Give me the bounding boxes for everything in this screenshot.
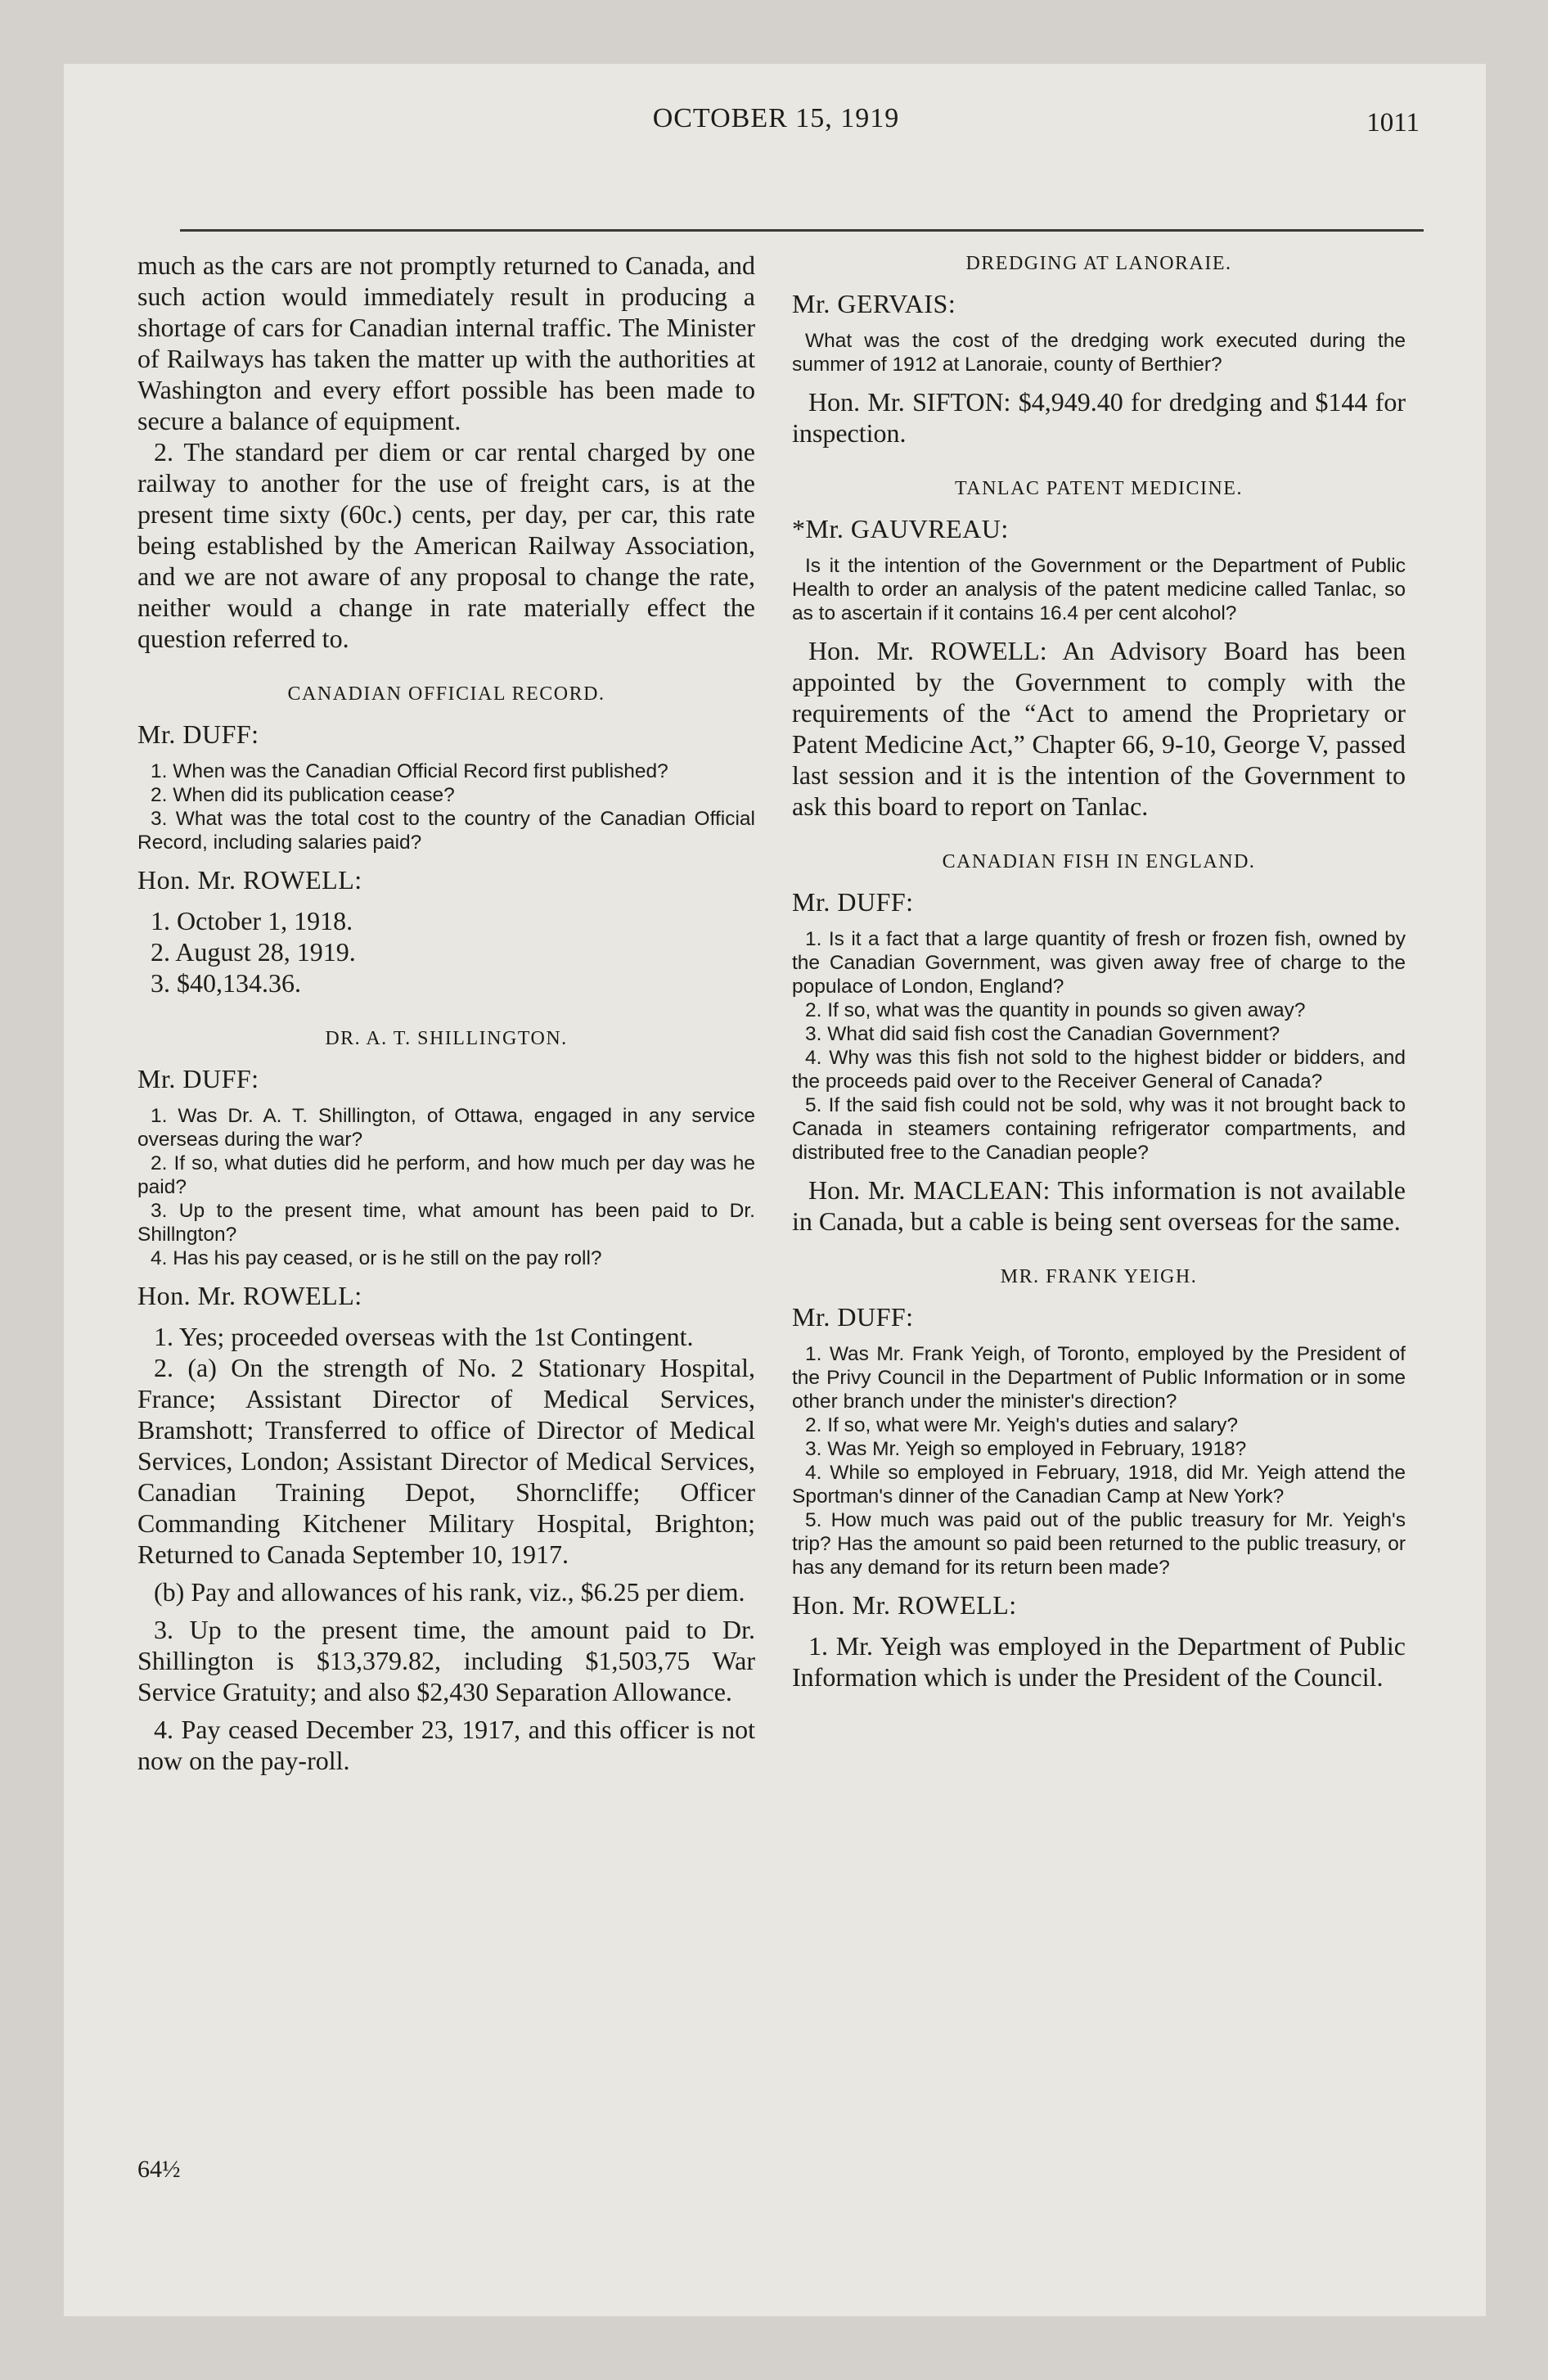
question: 3. What was the total cost to the country of the Canadian Official Record, including salaries paid? bbox=[137, 808, 755, 854]
section-heading: CANADIAN OFFICIAL RECORD. bbox=[287, 683, 605, 705]
section-heading: CANADIAN FISH IN ENGLAND. bbox=[942, 851, 1256, 872]
left-column bbox=[137, 250, 755, 1776]
speaker: Mr. DUFF: bbox=[792, 1302, 914, 1332]
question: 2. If so, what were Mr. Yeigh's duties and salary? bbox=[805, 1414, 1238, 1436]
paragraph: much as the cars are not promptly returned to Canada, and such action would immediately result in producing a shortage of cars for Canadian internal traffic. The Minister of Railways has taken the matter up with the authorities at Washington and every effort possible has been made to secure a balance of equipment. bbox=[137, 250, 755, 435]
answer: 3. Up to the present time, the amount paid to Dr. Shillington is $13,379.82, including $1,503,75 War Service Gratuity; and also $2,430 Separation Allowance. bbox=[137, 1615, 755, 1706]
question: 2. If so, what was the quantity in pounds so given away? bbox=[805, 999, 1306, 1021]
signature-mark: 64½ bbox=[137, 2156, 181, 2183]
question: 3. What did said fish cost the Canadian Government? bbox=[805, 1023, 1280, 1045]
question: 2. If so, what duties did he perform, and how much per day was he paid? bbox=[137, 1152, 755, 1198]
question: 1. When was the Canadian Official Record first published? bbox=[151, 760, 668, 782]
section-heading: TANLAC PATENT MEDICINE. bbox=[955, 478, 1243, 499]
question: 1. Was Dr. A. T. Shillington, of Ottawa, engaged in any service overseas during the war? bbox=[137, 1105, 755, 1151]
answer-list bbox=[137, 905, 755, 998]
speaker: *Mr. GAUVREAU: bbox=[792, 514, 1009, 543]
question: 4. Why was this fish not sold to the highest bidder or bidders, and the proceeds paid over to the Receiver General of Canada? bbox=[792, 1047, 1406, 1093]
answer: (b) Pay and allowances of his rank, viz., $6.25 per diem. bbox=[154, 1577, 745, 1607]
section-heading: DREDGING AT LANORAIE. bbox=[965, 253, 1232, 274]
answer: 1. October 1, 1918. bbox=[151, 906, 353, 935]
paragraph: 2. The standard per diem or car rental charged by one railway to another for the use of freight cars, is at the present time sixty (60c.) cents, per day, per car, this rate being established by the American Railway Association, and we are not aware of any proposal to change the rate, neither would a change in rate materially effect the question referred to. bbox=[137, 437, 755, 653]
page-number: 1011 bbox=[1366, 108, 1420, 137]
header-date: OCTOBER 15, 1919 bbox=[652, 103, 900, 133]
section-heading: DR. A. T. SHILLINGTON. bbox=[325, 1028, 568, 1049]
answer: Hon. Mr. MACLEAN: This information is not available in Canada, but a cable is being sent overseas for the same. bbox=[792, 1175, 1406, 1236]
right-column bbox=[792, 250, 1406, 1693]
question: 2. When did its publication cease? bbox=[151, 784, 455, 806]
answer: 1. Yes; proceeded overseas with the 1st Contingent. bbox=[154, 1322, 694, 1351]
header-rule bbox=[180, 229, 1424, 232]
question: 5. If the said fish could not be sold, why was it not brought back to Canada in steamers containing refrigerator compartments, and distributed free to the Canadian people? bbox=[792, 1094, 1406, 1164]
question: 3. Up to the present time, what amount has been paid to Dr. Shillngton? bbox=[137, 1200, 755, 1246]
speaker: Hon. Mr. ROWELL: bbox=[792, 1590, 1017, 1620]
question: 4. While so employed in February, 1918, did Mr. Yeigh attend the Sportman's dinner of the Canadian Camp at New York? bbox=[792, 1462, 1406, 1508]
answer: 2. (a) On the strength of No. 2 Stationary Hospital, France; Assistant Director of Medical Services, Bramshott; Transferred to office of Director of Medical Services, London; Assistant Director of Medical Services, Canadian Training Depot, Shorncliffe; Officer Commanding Kitchener Military Hospital, Brighton; Returned to Canada September 10, 1917. bbox=[137, 1353, 755, 1569]
question: 1. Is it a fact that a large quantity of fresh or frozen fish, owned by the Canadian Government, was given away free of charge to the populace of London, England? bbox=[792, 928, 1406, 998]
speaker: Mr. DUFF: bbox=[137, 1064, 259, 1093]
speaker: Hon. Mr. ROWELL: bbox=[137, 1281, 362, 1310]
question: 4. Has his pay ceased, or is he still on the pay roll? bbox=[151, 1247, 602, 1269]
question: 3. Was Mr. Yeigh so employed in February, 1918? bbox=[805, 1438, 1247, 1460]
speaker: Mr. DUFF: bbox=[137, 719, 259, 749]
page-header bbox=[133, 100, 1420, 142]
question: 5. How much was paid out of the public treasury for Mr. Yeigh's trip? Has the amount so paid been returned to the public treasury, or has any demand for its return been made? bbox=[792, 1509, 1406, 1579]
answer: 4. Pay ceased December 23, 1917, and this officer is not now on the pay-roll. bbox=[137, 1715, 755, 1775]
question: Is it the intention of the Government or the Department of Public Health to order an analysis of the patent medicine called Tanlac, so as to ascertain if it contains 16.4 per cent alcohol? bbox=[792, 555, 1406, 624]
question: 1. Was Mr. Frank Yeigh, of Toronto, employed by the President of the Privy Council in the Department of Public Information or in some other branch under the minister's direction? bbox=[792, 1343, 1406, 1413]
section-heading: MR. FRANK YEIGH. bbox=[1000, 1266, 1198, 1287]
answer: Hon. Mr. ROWELL: An Advisory Board has been appointed by the Government to comply with the requirements of the “Act to amend the Proprietary or Patent Medicine Act,” Chapter 66, 9-10, George V, passed last session and it is the intention of the Government to ask this board to report on Tanlac. bbox=[792, 636, 1406, 821]
speaker: Mr. GERVAIS: bbox=[792, 289, 956, 318]
answer: 2. August 28, 1919. bbox=[151, 937, 356, 967]
speaker: Mr. DUFF: bbox=[792, 887, 914, 917]
speaker: Hon. Mr. ROWELL: bbox=[137, 865, 362, 895]
question: What was the cost of the dredging work executed during the summer of 1912 at Lanoraie, county of Berthier? bbox=[792, 330, 1406, 376]
answer: 1. Mr. Yeigh was employed in the Department of Public Information which is under the President of the Council. bbox=[792, 1631, 1406, 1692]
answer: 3. $40,134.36. bbox=[151, 968, 301, 998]
answer: Hon. Mr. SIFTON: $4,949.40 for dredging and $144 for inspection. bbox=[792, 387, 1406, 448]
